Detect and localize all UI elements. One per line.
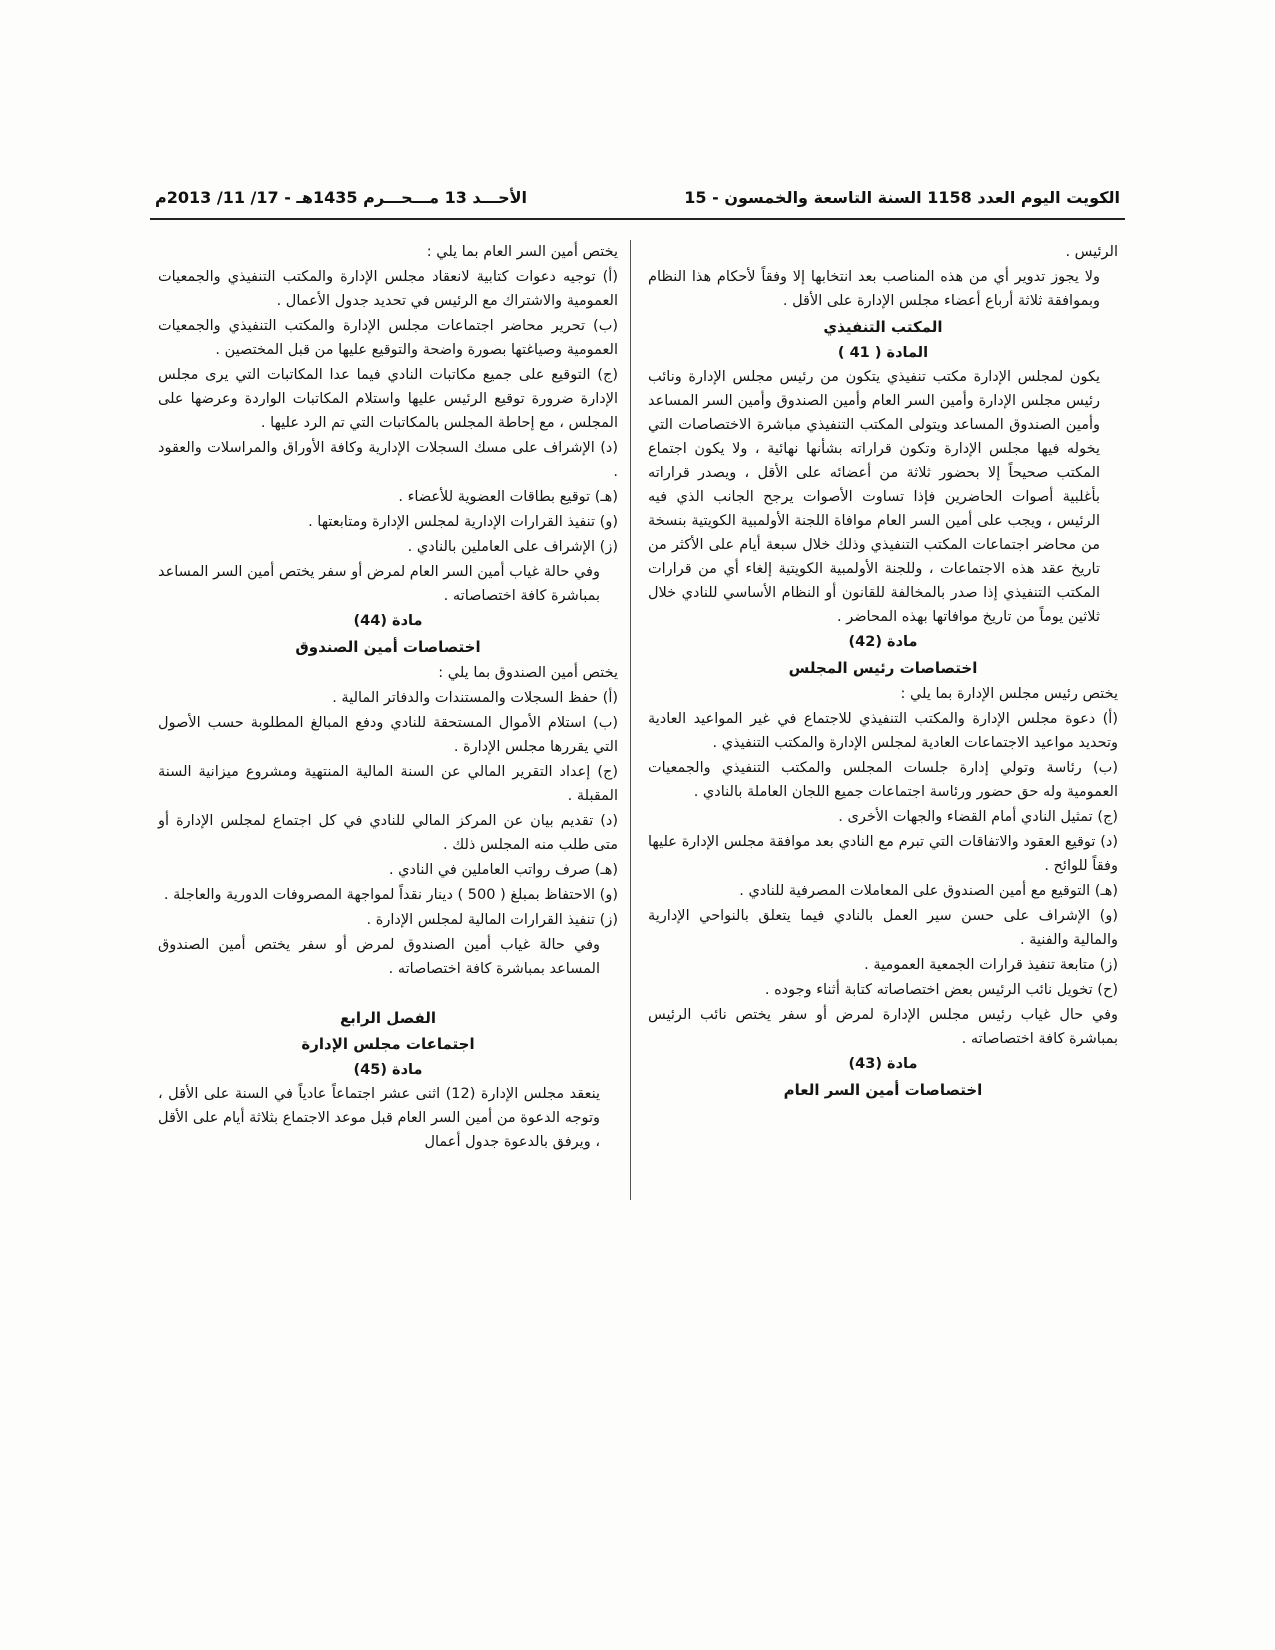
list-item: (هـ) التوقيع مع أمين الصندوق على المعاملات المصرفية للنادي . (739, 883, 1118, 899)
list-item: (و) تنفيذ القرارات الإدارية لمجلس الإدارة ومتابعتها . (308, 514, 618, 530)
article-number: مادة (44) (353, 613, 423, 629)
list-item: (ج) التوقيع على جميع مكاتبات النادي فيما عدا المكاتبات التي يرى مجلس الإدارة ضرورة توقيع الرئيس عليها واستلام المكاتبات الواردة وعرضها على المجلس ، مع إحاطة المجلس بالمكاتبات التي تم الرد عليها . (158, 367, 618, 431)
list-item: (ز) الإشراف على العاملين بالنادي . (407, 539, 618, 555)
paragraph: يختص أمين السر العام بما يلي : (426, 244, 618, 260)
section-heading: اختصاصات أمين الصندوق (295, 638, 481, 656)
paragraph: يختص أمين الصندوق بما يلي : (438, 665, 618, 681)
paragraph: يختص رئيس مجلس الإدارة بما يلي : (900, 686, 1118, 702)
paragraph: ولا يجوز تدوير أي من هذه المناصب بعد انتخابها إلا وفقاً لأحكام هذا النظام وبموافقة ثلاثة أرباع أعضاء مجلس الإدارة على الأقل . (648, 269, 1100, 309)
date-info: الأحـــد 13 مـــحـــرم 1435هـ - 17/ 11/ 2013م (155, 188, 528, 207)
list-item: (ج) إعداد التقرير المالي عن السنة المالية المنتهية ومشروع ميزانية السنة المقبلة . (158, 764, 618, 804)
list-item: (هـ) صرف رواتب العاملين في النادي . (388, 862, 618, 878)
column-divider (630, 240, 631, 1200)
article-number: مادة (43) (848, 1056, 918, 1072)
list-item: (ز) تنفيذ القرارات المالية لمجلس الإدارة . (366, 912, 618, 928)
right-column (648, 240, 1118, 1104)
article-number: مادة (45) (353, 1062, 423, 1078)
page-header (155, 188, 1120, 214)
list-item: (و) الإشراف على حسن سير العمل بالنادي فيما يتعلق بالنواحي الإدارية والمالية والفنية . (648, 908, 1118, 948)
section-heading: اختصاصات رئيس المجلس (788, 659, 978, 677)
list-item: (ب) تحرير محاضر اجتماعات مجلس الإدارة والمكتب التنفيذي والجمعيات العمومية وصياغتها بصورة واضحة والتوقيع عليها من قبل المختصين . (158, 318, 618, 358)
issue-info: الكويت اليوم العدد 1158 السنة التاسعة والخمسون - 15 (684, 188, 1120, 207)
list-item: (د) توقيع العقود والاتفاقات التي تبرم مع النادي بعد موافقة مجلس الإدارة عليها وفقاً للوائح . (648, 834, 1118, 874)
list-item: (ب) استلام الأموال المستحقة للنادي ودفع المبالغ المطلوبة حسب الأصول التي يقررها مجلس الإدارة . (158, 715, 618, 755)
paragraph: وفي حالة غياب أمين الصندوق لمرض أو سفر يختص أمين الصندوق المساعد بمباشرة كافة اختصاصاته . (158, 937, 600, 977)
list-item: (هـ) توقيع بطاقات العضوية للأعضاء . (398, 489, 618, 505)
list-item: (و) الاحتفاظ بمبلغ ( 500 ) دينار نقداً لمواجهة المصروفات الدورية والعاجلة . (163, 887, 618, 903)
article-number: المادة ( 41 ) (837, 345, 929, 361)
paragraph: وفي حال غياب رئيس مجلس الإدارة لمرض أو سفر يختص نائب الرئيس بمباشرة كافة اختصاصاته . (648, 1007, 1118, 1047)
list-item: (ح) تخويل نائب الرئيس بعض اختصاصاته كتابة أثناء وجوده . (764, 982, 1118, 998)
section-heading: اجتماعات مجلس الإدارة (301, 1035, 475, 1053)
section-heading: المكتب التنفيذي (823, 318, 943, 336)
list-item: (أ) حفظ السجلات والمستندات والدفاتر المالية . (332, 690, 618, 706)
left-column (158, 240, 618, 1155)
chapter-heading: الفصل الرابع (339, 1009, 437, 1027)
paragraph: يكون لمجلس الإدارة مكتب تنفيذي يتكون من رئيس مجلس الإدارة ونائب رئيس مجلس الإدارة وأمين السر العام وأمين الصندوق وأمين السر المساعد وأمين الصندوق المساعد ويتولى المكتب التنفيذي مباشرة الاختصاصات التي يخوله فيها مجلس الإدارة وتكون قراراته بشأنها نهائية ، ولا يكون اجتماع المكتب صحيحاً إلا بحضور ثلاثة من أعضائه على الأقل ، ويصدر قراراته بأغلبية أصوات الحاضرين فإذا تساوت الأصوات يرجح الجانب الذي فيه الرئيس ، ويجب على أمين السر العام موافاة اللجنة الأولمبية الكويتية بنسخة من محاضر اجتماعات المكتب التنفيذي وذلك خلال سبعة أيام على الأكثر من تاريخ عقد هذه الاجتماعات ، وللجنة الأولمبية الكويتية إلغاء أي من قرارات المكتب التنفيذي إذا صدر بالمخالفة للقانون أو النظام الأساسي للنادي خلال ثلاثين يوماً من تاريخ موافاتها بهذه المحاضر . (648, 369, 1100, 625)
list-item: (ز) متابعة تنفيذ قرارات الجمعية العمومية . (864, 957, 1118, 973)
section-heading: اختصاصات أمين السر العام (783, 1081, 983, 1099)
list-item: (أ) دعوة مجلس الإدارة والمكتب التنفيذي للاجتماع في غير المواعيد العادية وتحديد مواعيد الاجتماعات العادية لمجلس الإدارة والمكتب التنفيذي . (648, 711, 1118, 751)
paragraph: وفي حالة غياب أمين السر العام لمرض أو سفر يختص أمين السر المساعد بمباشرة كافة اختصاصاته . (158, 564, 600, 604)
header-rule (150, 218, 1125, 220)
paragraph: ينعقد مجلس الإدارة (12) اثنى عشر اجتماعاً عادياً في السنة على الأقل ، وتوجه الدعوة من أمين السر العام قبل موعد الاجتماع بثلاثة أيام على الأقل ، ويرفق بالدعوة جدول أعمال (158, 1086, 600, 1150)
list-item: (ج) تمثيل النادي أمام القضاء والجهات الأخرى . (838, 809, 1118, 825)
article-number: مادة (42) (848, 634, 918, 650)
paragraph: الرئيس . (1065, 244, 1118, 260)
list-item: (د) الإشراف على مسك السجلات الإدارية وكافة الأوراق والمراسلات والعقود . (158, 440, 618, 480)
spacer (158, 982, 618, 1004)
list-item: (ب) رئاسة وتولي إدارة جلسات المجلس والمكتب التنفيذي والجمعيات العمومية وله حق حضور ورئاسة اجتماعات جميع اللجان العاملة بالنادي . (648, 760, 1118, 800)
list-item: (أ) توجيه دعوات كتابية لانعقاد مجلس الإدارة والمكتب التنفيذي والجمعيات العمومية والاشتراك مع الرئيس في تحديد جدول الأعمال . (158, 269, 618, 309)
list-item: (د) تقديم بيان عن المركز المالي للنادي في كل اجتماع لمجلس الإدارة أو متى طلب منه المجلس ذلك . (158, 813, 618, 853)
